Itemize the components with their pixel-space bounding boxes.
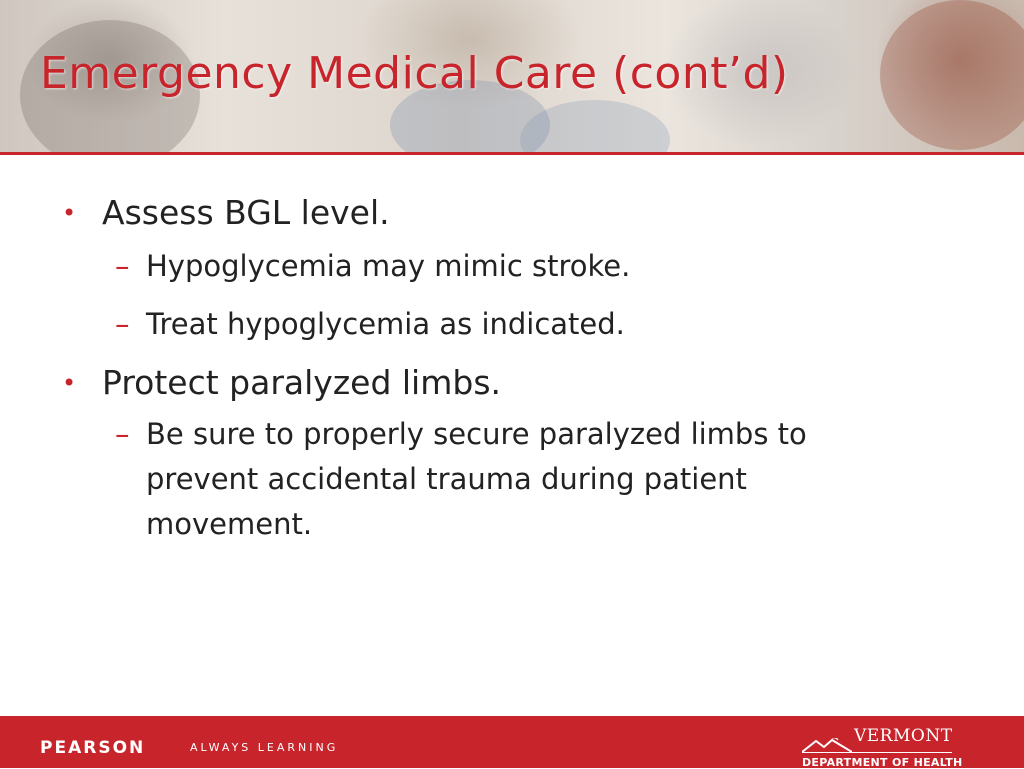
- slide-content: [62, 188, 962, 557]
- header-divider: [0, 152, 1024, 155]
- footer-tagline: ALWAYS LEARNING: [190, 741, 339, 754]
- bullet-protect-limbs: [62, 358, 962, 408]
- logo-divider: [802, 752, 952, 753]
- sub-bullet-secure-limbs: [62, 412, 886, 547]
- vermont-health-logo: [802, 724, 963, 769]
- sub-bullet-text: Be sure to properly secure paralyzed limbs to prevent accidental trauma during patient movement.: [146, 417, 807, 541]
- department-label: DEPARTMENT OF HEALTH: [802, 756, 963, 769]
- dash-icon: –: [115, 307, 130, 341]
- bullet-assess-bgl: [62, 188, 962, 238]
- vermont-wordmark: VERMONT: [854, 726, 953, 746]
- dash-icon: –: [115, 249, 130, 283]
- bullet-text: Assess BGL level.: [102, 193, 390, 232]
- photo-blur-right: [880, 0, 1024, 150]
- sub-bullet-text: Hypoglycemia may mimic stroke.: [146, 249, 631, 283]
- sub-bullet-treat-hypoglycemia: [62, 300, 962, 348]
- sub-bullet-text: Treat hypoglycemia as indicated.: [146, 307, 625, 341]
- dash-icon: –: [115, 417, 130, 451]
- slide-title: Emergency Medical Care (cont’d): [40, 48, 789, 99]
- footer-bar: [0, 716, 1024, 768]
- bullet-dot-icon: •: [62, 369, 77, 397]
- mountain-icon: [802, 738, 852, 752]
- sub-bullet-hypoglycemia-mimic: [62, 242, 962, 290]
- bullet-dot-icon: •: [62, 199, 77, 227]
- bullet-text: Protect paralyzed limbs.: [102, 363, 501, 402]
- pearson-logo: PEARSON: [40, 738, 146, 758]
- header-photo-banner: [0, 0, 1024, 152]
